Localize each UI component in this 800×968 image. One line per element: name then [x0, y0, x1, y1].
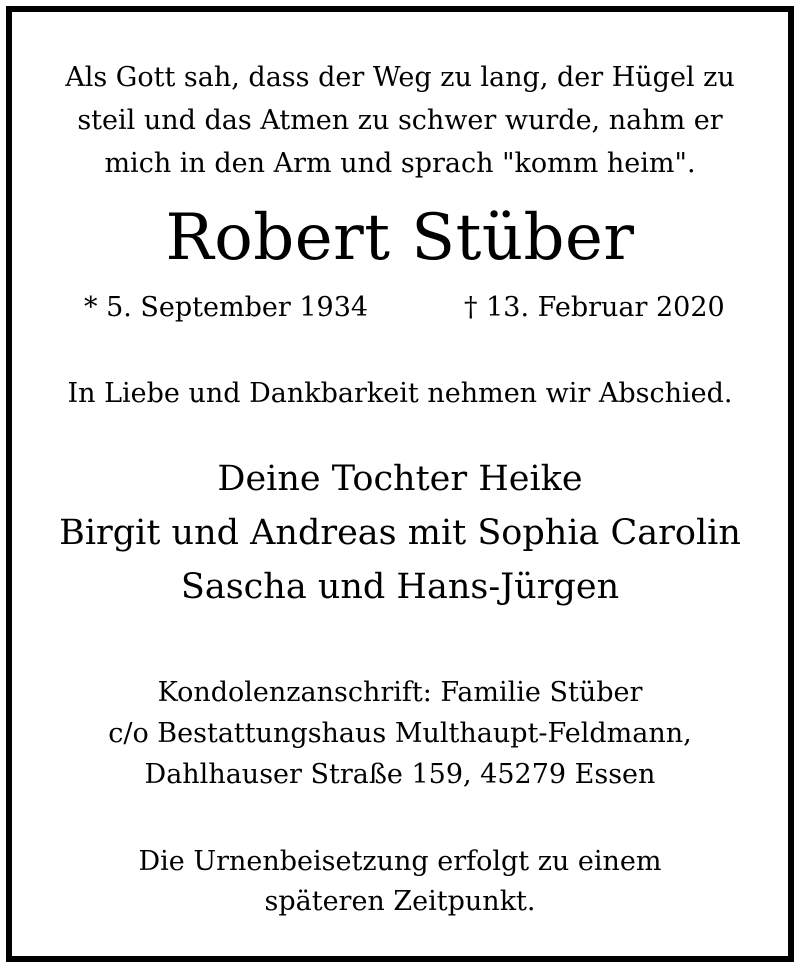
farewell-text: In Liebe und Dankbarkeit nehmen wir Abschied. — [67, 378, 733, 409]
family-names — [12, 452, 788, 614]
address-line: c/o Bestattungshaus Multhaupt-Feldmann, — [108, 718, 692, 749]
family-line: Deine Tochter Heike — [217, 459, 583, 499]
verse-line: mich in den Arm und sprach "komm heim". — [104, 148, 696, 179]
burial-line: Die Urnenbeisetzung erfolgt zu einem — [138, 846, 662, 877]
condolence-address — [12, 672, 788, 795]
birth-date: * 5. September 1934 — [84, 292, 369, 323]
obituary-frame — [6, 6, 794, 962]
burial-notice — [12, 842, 788, 922]
deceased-name: Robert Stüber — [165, 201, 635, 275]
family-line: Birgit und Andreas mit Sophia Carolin — [59, 513, 741, 553]
address-line: Kondolenzanschrift: Familie Stüber — [157, 677, 643, 708]
family-line: Sascha und Hans-Jürgen — [180, 567, 620, 607]
burial-line: späteren Zeitpunkt. — [264, 886, 536, 917]
death-date: † 13. Februar 2020 — [464, 292, 725, 323]
verse-line: Als Gott sah, dass der Weg zu lang, der Hügel zu — [65, 62, 735, 93]
address-line: Dahlhauser Straße 159, 45279 Essen — [144, 759, 656, 790]
verse-line: steil und das Atmen zu schwer wurde, nahm er — [77, 105, 723, 136]
verse — [12, 56, 788, 185]
